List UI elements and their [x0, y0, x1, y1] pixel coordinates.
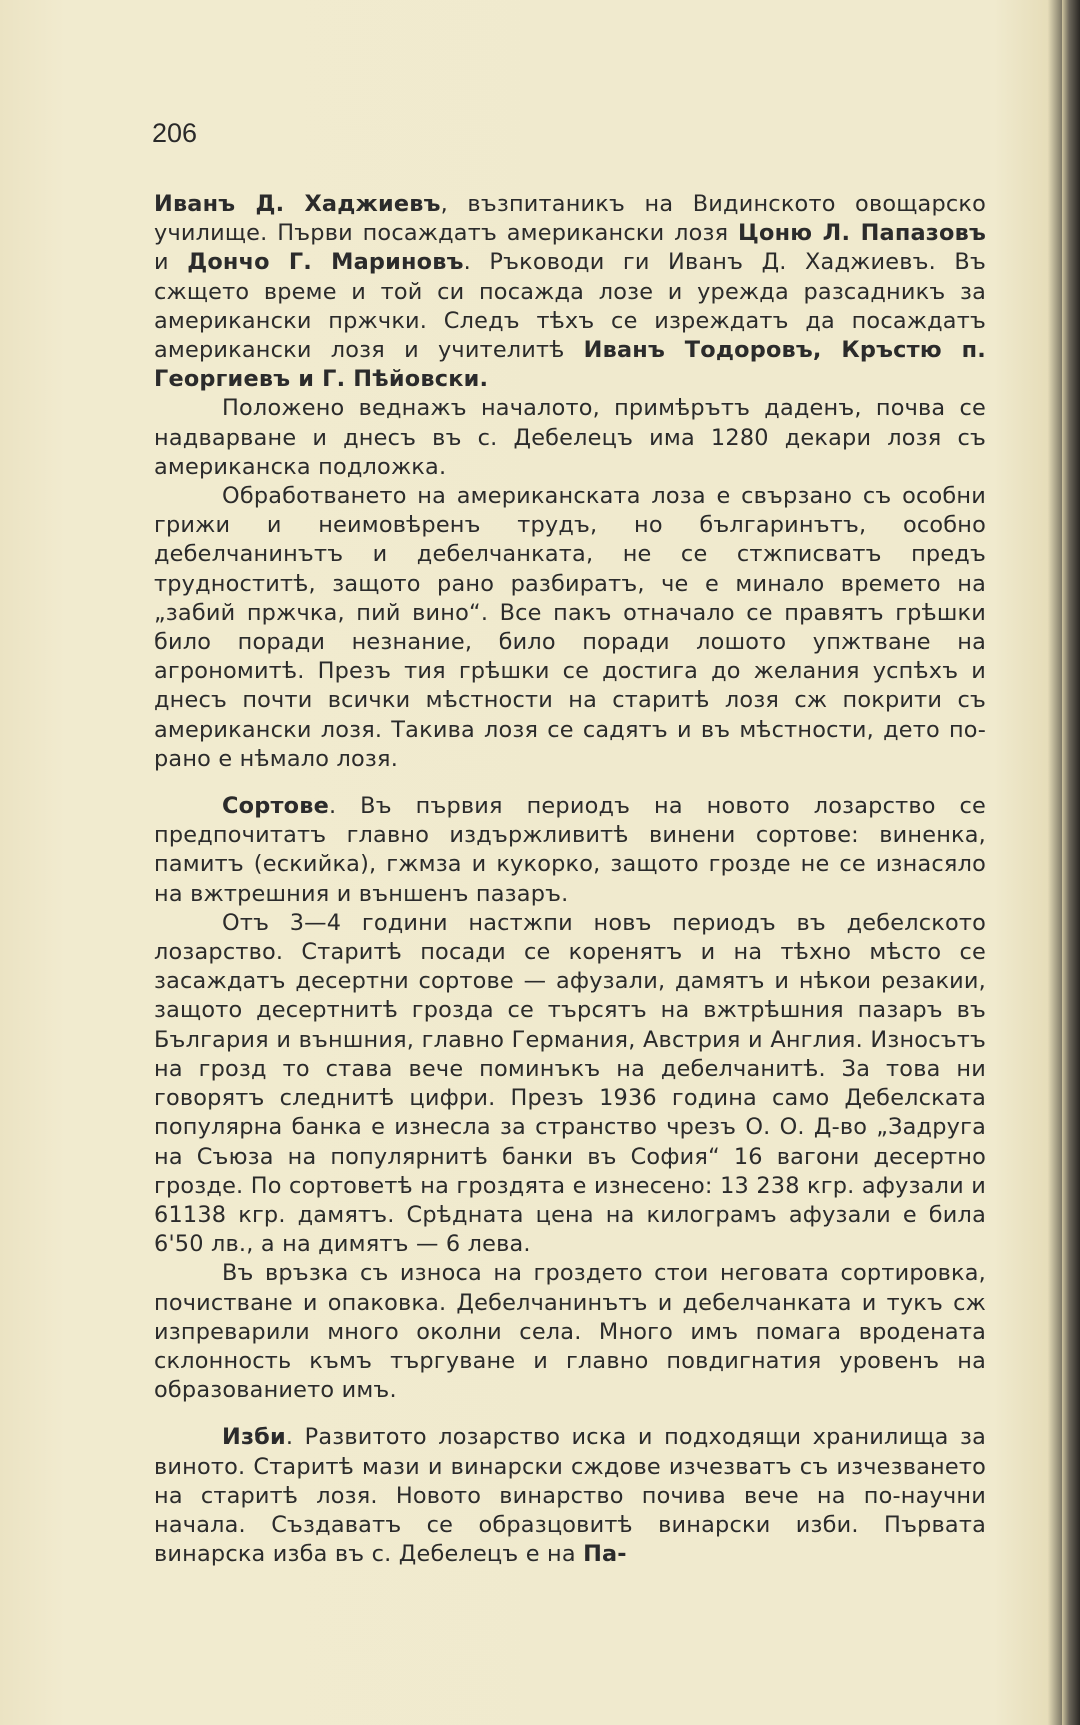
bold-text-run: Иванъ Тодоровъ, Кръстю п. Георгиевъ и Г. Пѣйовски.	[154, 337, 986, 393]
paragraph	[154, 482, 986, 774]
book-binding-edge	[1062, 0, 1080, 1725]
paragraph	[154, 394, 986, 482]
text-run: . Въ първия периодъ на новото лозарство се предпочитатъ главно издържливитѣ винени сортове: виненка, памитъ (ескийка), гжмза и кукорко, защото гроздe не се изнасяло на вжтрешния и външенъ пазаръ.	[154, 793, 986, 907]
text-run: Отъ 3—4 години настжпи новъ периодъ въ дебелското лозарство. Старитѣ посади се коренятъ и на тѣхно мѣсто се засаждатъ десертни сортове — афузали, дамятъ и нѣкои резакии, защото десертнитѣ грозда се търсятъ на вжтрѣшния пазаръ въ България и външния, главно Германия, Австрия и Англия. Износътъ на грозд то става вече поминъкъ на дебелчанитѣ. За това ни говорятъ следнитѣ цифри. Презъ 1936 година само Дебелската популярна банка е изнесла за странство чрезъ О. О. Д-во „Задруга на Съюза на популярнитѣ банки въ София“ 16 вагони десертно грозде. По сортоветѣ на гроздята е изнесено: 13 238 кгр. афузали и 61138 кгр. дамятъ. Срѣдната цена на килограмъ афузали е била 6'50 лв., а на димятъ — 6 лева.	[154, 909, 986, 1258]
bold-text-run: Сортове	[222, 793, 329, 820]
text-run: , възпитаникъ на Видинското овощарско училище. Първи посаждатъ американски лозя	[154, 191, 986, 247]
bold-text-run: Иванъ Д. Хаджиевъ	[154, 191, 441, 217]
bold-text-run: Дончо Г. Мариновъ	[187, 249, 464, 276]
bold-text-run: Цоню Л. Папазовъ	[738, 220, 986, 247]
text-run: Въ връзка съ износа на гроздето стои неговата сортировка, почистване и опаковка. Дебелчанинътъ и дебелчанката и тукъ сж изпреварили много околни села. Много имъ помага вродената склонность къмъ търгуване и главно повдигнатия уровенъ на образованието имъ.	[154, 1260, 986, 1404]
page-number: 206	[152, 118, 198, 148]
paragraph	[154, 1259, 986, 1405]
text-run: . Ръководи ги Иванъ Д. Хаджиевъ. Въ сжщето време и той си посажда лозе и урежда разсадникъ за американски пржчки. Следъ тѣхъ се изреждатъ да посаждатъ американски лозя и учителитѣ	[154, 249, 986, 364]
bold-text-run: Па-	[583, 1541, 627, 1568]
paragraph	[154, 1423, 986, 1569]
paragraph	[154, 792, 986, 909]
paragraph	[154, 909, 986, 1259]
text-run: Положено веднажъ началото, примѣрътъ даденъ, почва се надварване и днесъ въ с. Дебелецъ има 1280 декари лозя съ американска подложка.	[154, 395, 986, 480]
paragraph	[154, 190, 986, 394]
text-run: Обработването на американската лоза е свързано съ особни грижи и неимовѣренъ трудъ, но българинътъ, особно дебелчанинътъ и дебелчанката, не се стжписватъ предъ трудноститѣ, защото рано разбиратъ, че е минало времето на „забий пржчка, пий вино“. Все пакъ отначало се правятъ грѣшки било поради незнание, било поради лошото упжтване на агрономитѣ. Презъ тия грѣшки се достига до желания успѣхъ и днесъ почти всички мѣстности на старитѣ лозя сж покрити съ американски лозя. Такива лозя се садятъ и въ мѣстности, дето по-рано е нѣмало лозя.	[154, 483, 986, 772]
body-text	[154, 190, 986, 1569]
text-run: и	[154, 249, 188, 276]
text-run: . Развитото лозарство иска и подходящи хранилища за виното. Старитѣ мази и винарски сждове изчезватъ съ изчезването на старитѣ лозя. Новото винарство почива вече на по-научни начала. Създаватъ се образцовитѣ винарски изби. Първата винарска изба въ с. Дебелецъ е на	[154, 1424, 986, 1568]
bold-text-run: Изби	[222, 1424, 286, 1451]
